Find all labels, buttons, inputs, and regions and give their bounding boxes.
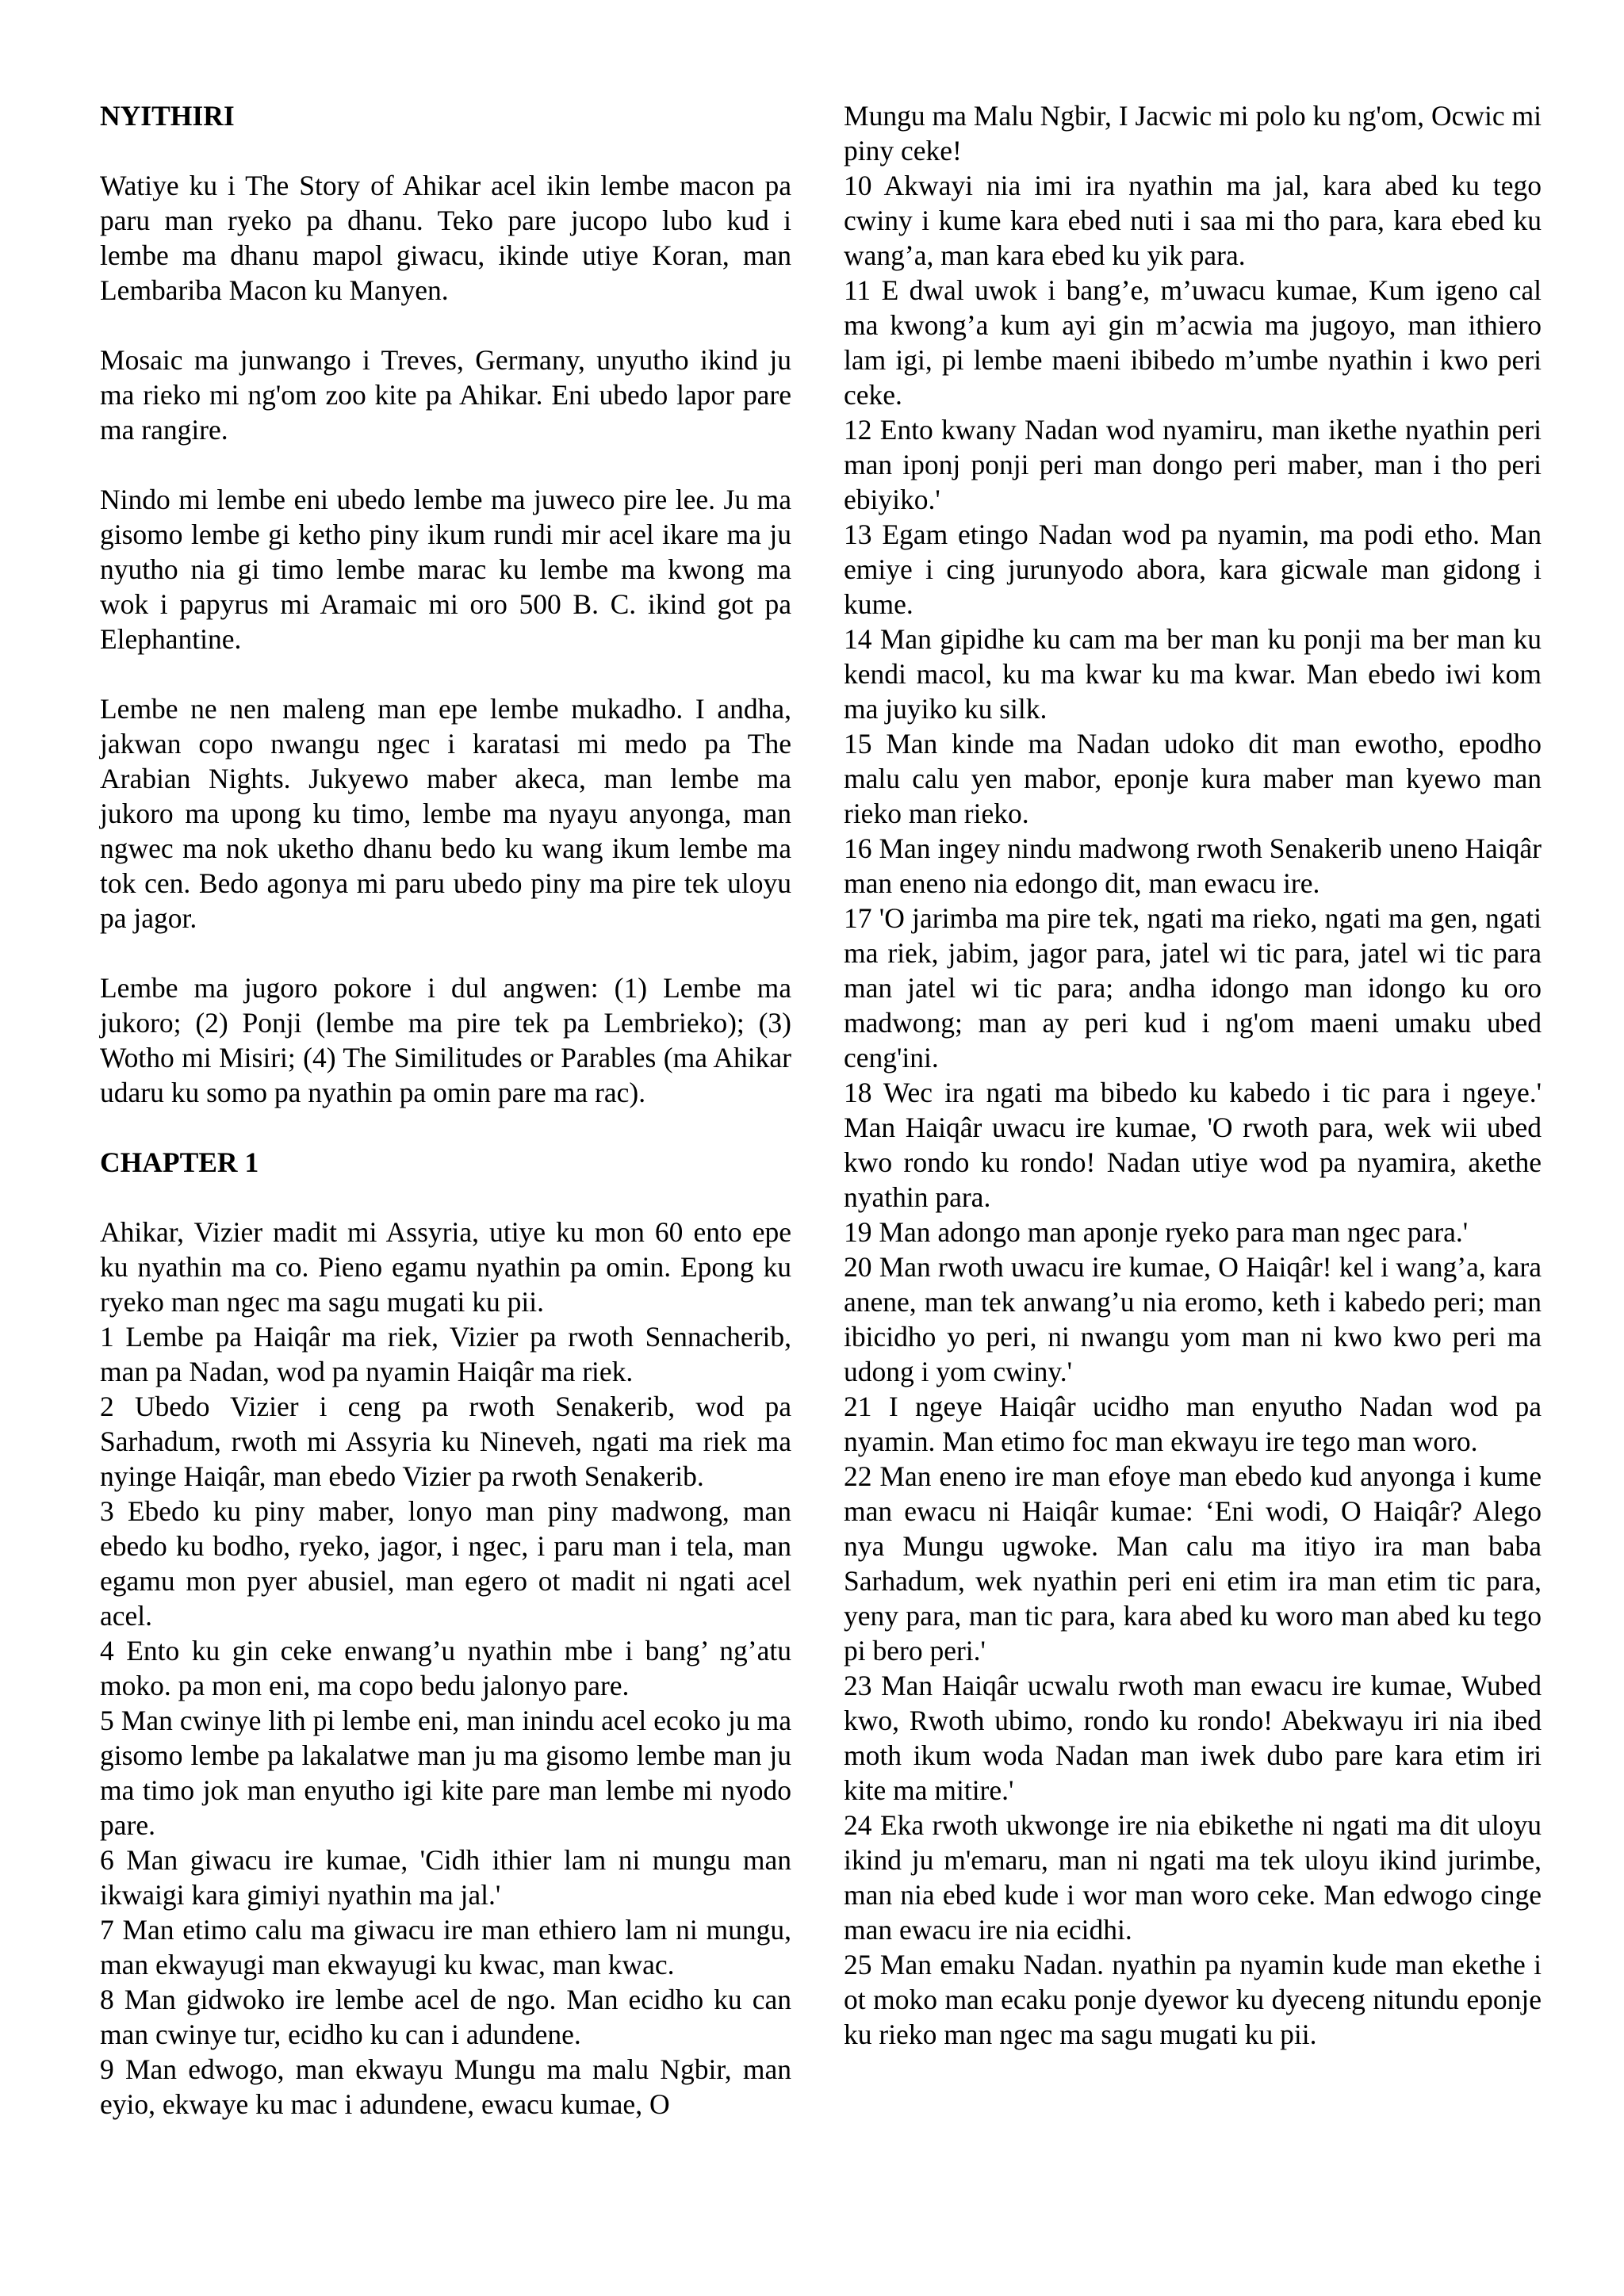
verse: 11 E dwal uwok i bang’e, m’uwacu kumae, Kum igeno cal ma kwong’a kum ayi gin m’acwia ma jugoyo, man ithiero lam igi, pi lembe maeni ibibedo m’umbe nyathin i kwo peri ceke. [844, 274, 1542, 411]
intro-paragraph: Lembe ma jugoro pokore i dul angwen: (1) Lembe ma jukoro; (2) Ponji (lembe ma pire tek pa Lembrieko); (3) Wotho mi Misiri; (4) The Similitudes or Parables (ma Ahikar udaru ku somo pa nyathin pa omin pare ma rac). [100, 972, 791, 1108]
intro-paragraph: Mosaic ma junwango i Treves, Germany, unyutho ikind ju ma rieko mi ng'om zoo kite pa Ahikar. Eni ubedo lapor pare ma rangire. [100, 344, 791, 446]
verse: 22 Man eneno ire man efoye man ebedo kud anyonga i kume man ewacu ni Haiqâr kumae: ‘Eni wodi, O Haiqâr? Alego nya Mungu ugwoke. Man calu ma itiyo ira man baba Sarhadum, wek nyathin peri eni etim ira man etim tic para, yeny para, man tic para, kara abed ku woro man abed ku tego pi bero peri.' [844, 1460, 1542, 1667]
verse: 4 Ento ku gin ceke enwang’u nyathin mbe i bang’ ng’atu moko. pa mon eni, ma copo bedu jalonyo pare. [100, 1635, 791, 1701]
verse: 10 Akwayi nia imi ira nyathin ma jal, kara abed ku tego cwiny i kume kara ebed nuti i saa mi tho para, kara ebed ku wang’a, man kara ebed ku yik para. [844, 170, 1542, 271]
verse: 23 Man Haiqâr ucwalu rwoth man ewacu ire kumae, Wubed kwo, Rwoth ubimo, rondo ku rondo! Abekwayu iri nia ibed moth ikum woda Nadan man iwek dubo pare kara etim iri kite ma mitire.' [844, 1670, 1542, 1806]
verse: 9 Man edwogo, man ekwayu Mungu ma malu Ngbir, man eyio, ekwaye ku mac i adundene, ewacu kumae, O [100, 2053, 791, 2120]
verse: 7 Man etimo calu ma giwacu ire man ethiero lam ni mungu, man ekwayugi man ekwayugi ku kwac, man kwac. [100, 1914, 791, 1980]
verse: 20 Man rwoth uwacu ire kumae, O Haiqâr! kel i wang’a, kara anene, man tek anwang’u nia eromo, keth i kabedo peri; man ibicidho yo peri, ni nwangu yom man ni kwo kwo peri ma udong i yom cwiny.' [844, 1251, 1542, 1387]
intro-paragraph: Watiye ku i The Story of Ahikar acel ikin lembe macon pa paru man ryeko pa dhanu. Teko pare jucopo lubo kud i lembe ma dhanu mapol giwacu, ikinde utiye Koran, man Lembariba Macon ku Manyen. [100, 170, 791, 306]
verse: 12 Ento kwany Nadan wod nyamiru, man ikethe nyathin peri man iponj ponji peri man dongo peri maber, man i tho peri ebiyiko.' [844, 414, 1542, 515]
right-column [844, 98, 1542, 2052]
verse: 1 Lembe pa Haiqâr ma riek, Vizier pa rwoth Sennacherib, man pa Nadan, wod pa nyamin Haiqâr ma riek. [100, 1321, 791, 1387]
left-column [100, 98, 791, 2122]
chapter-heading: CHAPTER 1 [100, 1146, 259, 1178]
verse: 21 I ngeye Haiqâr ucidho man enyutho Nadan wod pa nyamin. Man etimo foc man ekwayu ire tego man woro. [844, 1391, 1542, 1457]
verse: 8 Man gidwoko ire lembe acel de ngo. Man ecidho ku can man cwinye tur, ecidho ku can i adundene. [100, 1984, 791, 2050]
verse: 16 Man ingey nindu madwong rwoth Senakerib uneno Haiqâr man eneno nia edongo dit, man ewacu ire. [844, 832, 1542, 899]
verse: 14 Man gipidhe ku cam ma ber man ku ponji ma ber man ku kendi macol, ku ma kwar ku ma kwar. Man ebedo iwi kom ma juyiko ku silk. [844, 623, 1542, 725]
verse: 6 Man giwacu ire kumae, 'Cidh ithier lam ni mungu man ikwaigi kara gimiyi nyathin ma jal.' [100, 1844, 791, 1911]
verse: 2 Ubedo Vizier i ceng pa rwoth Senakerib, wod pa Sarhadum, rwoth mi Assyria ku Nineveh, ngati ma riek ma nyinge Haiqâr, man ebedo Vizier pa rwoth Senakerib. [100, 1391, 791, 1492]
verse: 17 'O jarimba ma pire tek, ngati ma rieko, ngati ma gen, ngati ma riek, jabim, jagor para, jatel wi tic para, jatel wi tic para man jatel wi tic para; andha idongo man idongo ku oro madwong; man ay peri kud i ng'om maeni umaku ubed ceng'ini. [844, 902, 1542, 1073]
verse: 15 Man kinde ma Nadan udoko dit man ewotho, epodho malu calu yen mabor, eponje kura maber man kyewo man rieko man rieko. [844, 728, 1542, 829]
verse: 25 Man emaku Nadan. nyathin pa nyamin kude man ekethe i ot moko man ecaku ponje dyewor ku dyeceng nitundu eponje ku rieko man ngec ma sagu mugati ku pii. [844, 1949, 1542, 2050]
intro-heading: NYITHIRI [100, 100, 235, 132]
verse: Mungu ma Malu Ngbir, I Jacwic mi polo ku ng'om, Ocwic mi piny ceke! [844, 100, 1542, 166]
verse: 5 Man cwinye lith pi lembe eni, man inindu acel ecoko ju ma gisomo lembe pa lakalatwe man ju ma gisomo lembe man ju ma timo jok man enyutho igi kite pare man lembe mi nyodo pare. [100, 1705, 791, 1841]
verse: 3 Ebedo ku piny maber, lonyo man piny madwong, man ebedo ku bodho, ryeko, jagor, i ngec, i paru man i tela, man egamu mon pyer abusiel, man egero ot madit ni ngati acel acel. [100, 1495, 791, 1632]
intro-paragraph: Lembe ne nen maleng man epe lembe mukadho. I andha, jakwan copo nwangu ngec i karatasi mi medo pa The Arabian Nights. Jukyewo maber akeca, man lembe ma jukoro ma upong ku timo, lembe ma nyayu anyonga, man ngwec ma nok uketho dhanu bedo ku wang ikum lembe ma tok cen. Bedo agonya mi paru ubedo piny ma pire tek uloyu pa jagor. [100, 693, 791, 934]
verse: 24 Eka rwoth ukwonge ire nia ebikethe ni ngati ma dit uloyu ikind ju m'emaru, man ni ngati ma tek uloyu ikind jurimbe, man nia ebed kude i wor man woro ceke. Man edwogo cinge man ewacu ire nia ecidhi. [844, 1809, 1542, 1946]
verse: 18 Wec ira ngati ma bibedo ku kabedo i tic para i ngeye.' Man Haiqâr uwacu ire kumae, 'O rwoth para, wek wii ubed kwo rondo ku rondo! Nadan utiye wod pa nyamira, akethe nyathin para. [844, 1077, 1542, 1213]
verse: 13 Egam etingo Nadan wod pa nyamin, ma podi etho. Man emiye i cing jurunyodo abora, kara gicwale man gidong i kume. [844, 519, 1542, 620]
verse: 19 Man adongo man aponje ryeko para man ngec para.' [844, 1216, 1469, 1248]
chapter-intro: Ahikar, Vizier madit mi Assyria, utiye ku mon 60 ento epe ku nyathin ma co. Pieno egamu nyathin pa omin. Epong ku ryeko man ngec ma sagu mugati ku pii. [100, 1216, 791, 1318]
intro-paragraph: Nindo mi lembe eni ubedo lembe ma juweco pire lee. Ju ma gisomo lembe gi ketho piny ikum rundi mir acel ikare ma ju nyutho nia gi timo lembe marac ku lembe ma kwong ma wok i papyrus mi Aramaic mi oro 500 B. C. ikind got pa Elephantine. [100, 484, 791, 655]
